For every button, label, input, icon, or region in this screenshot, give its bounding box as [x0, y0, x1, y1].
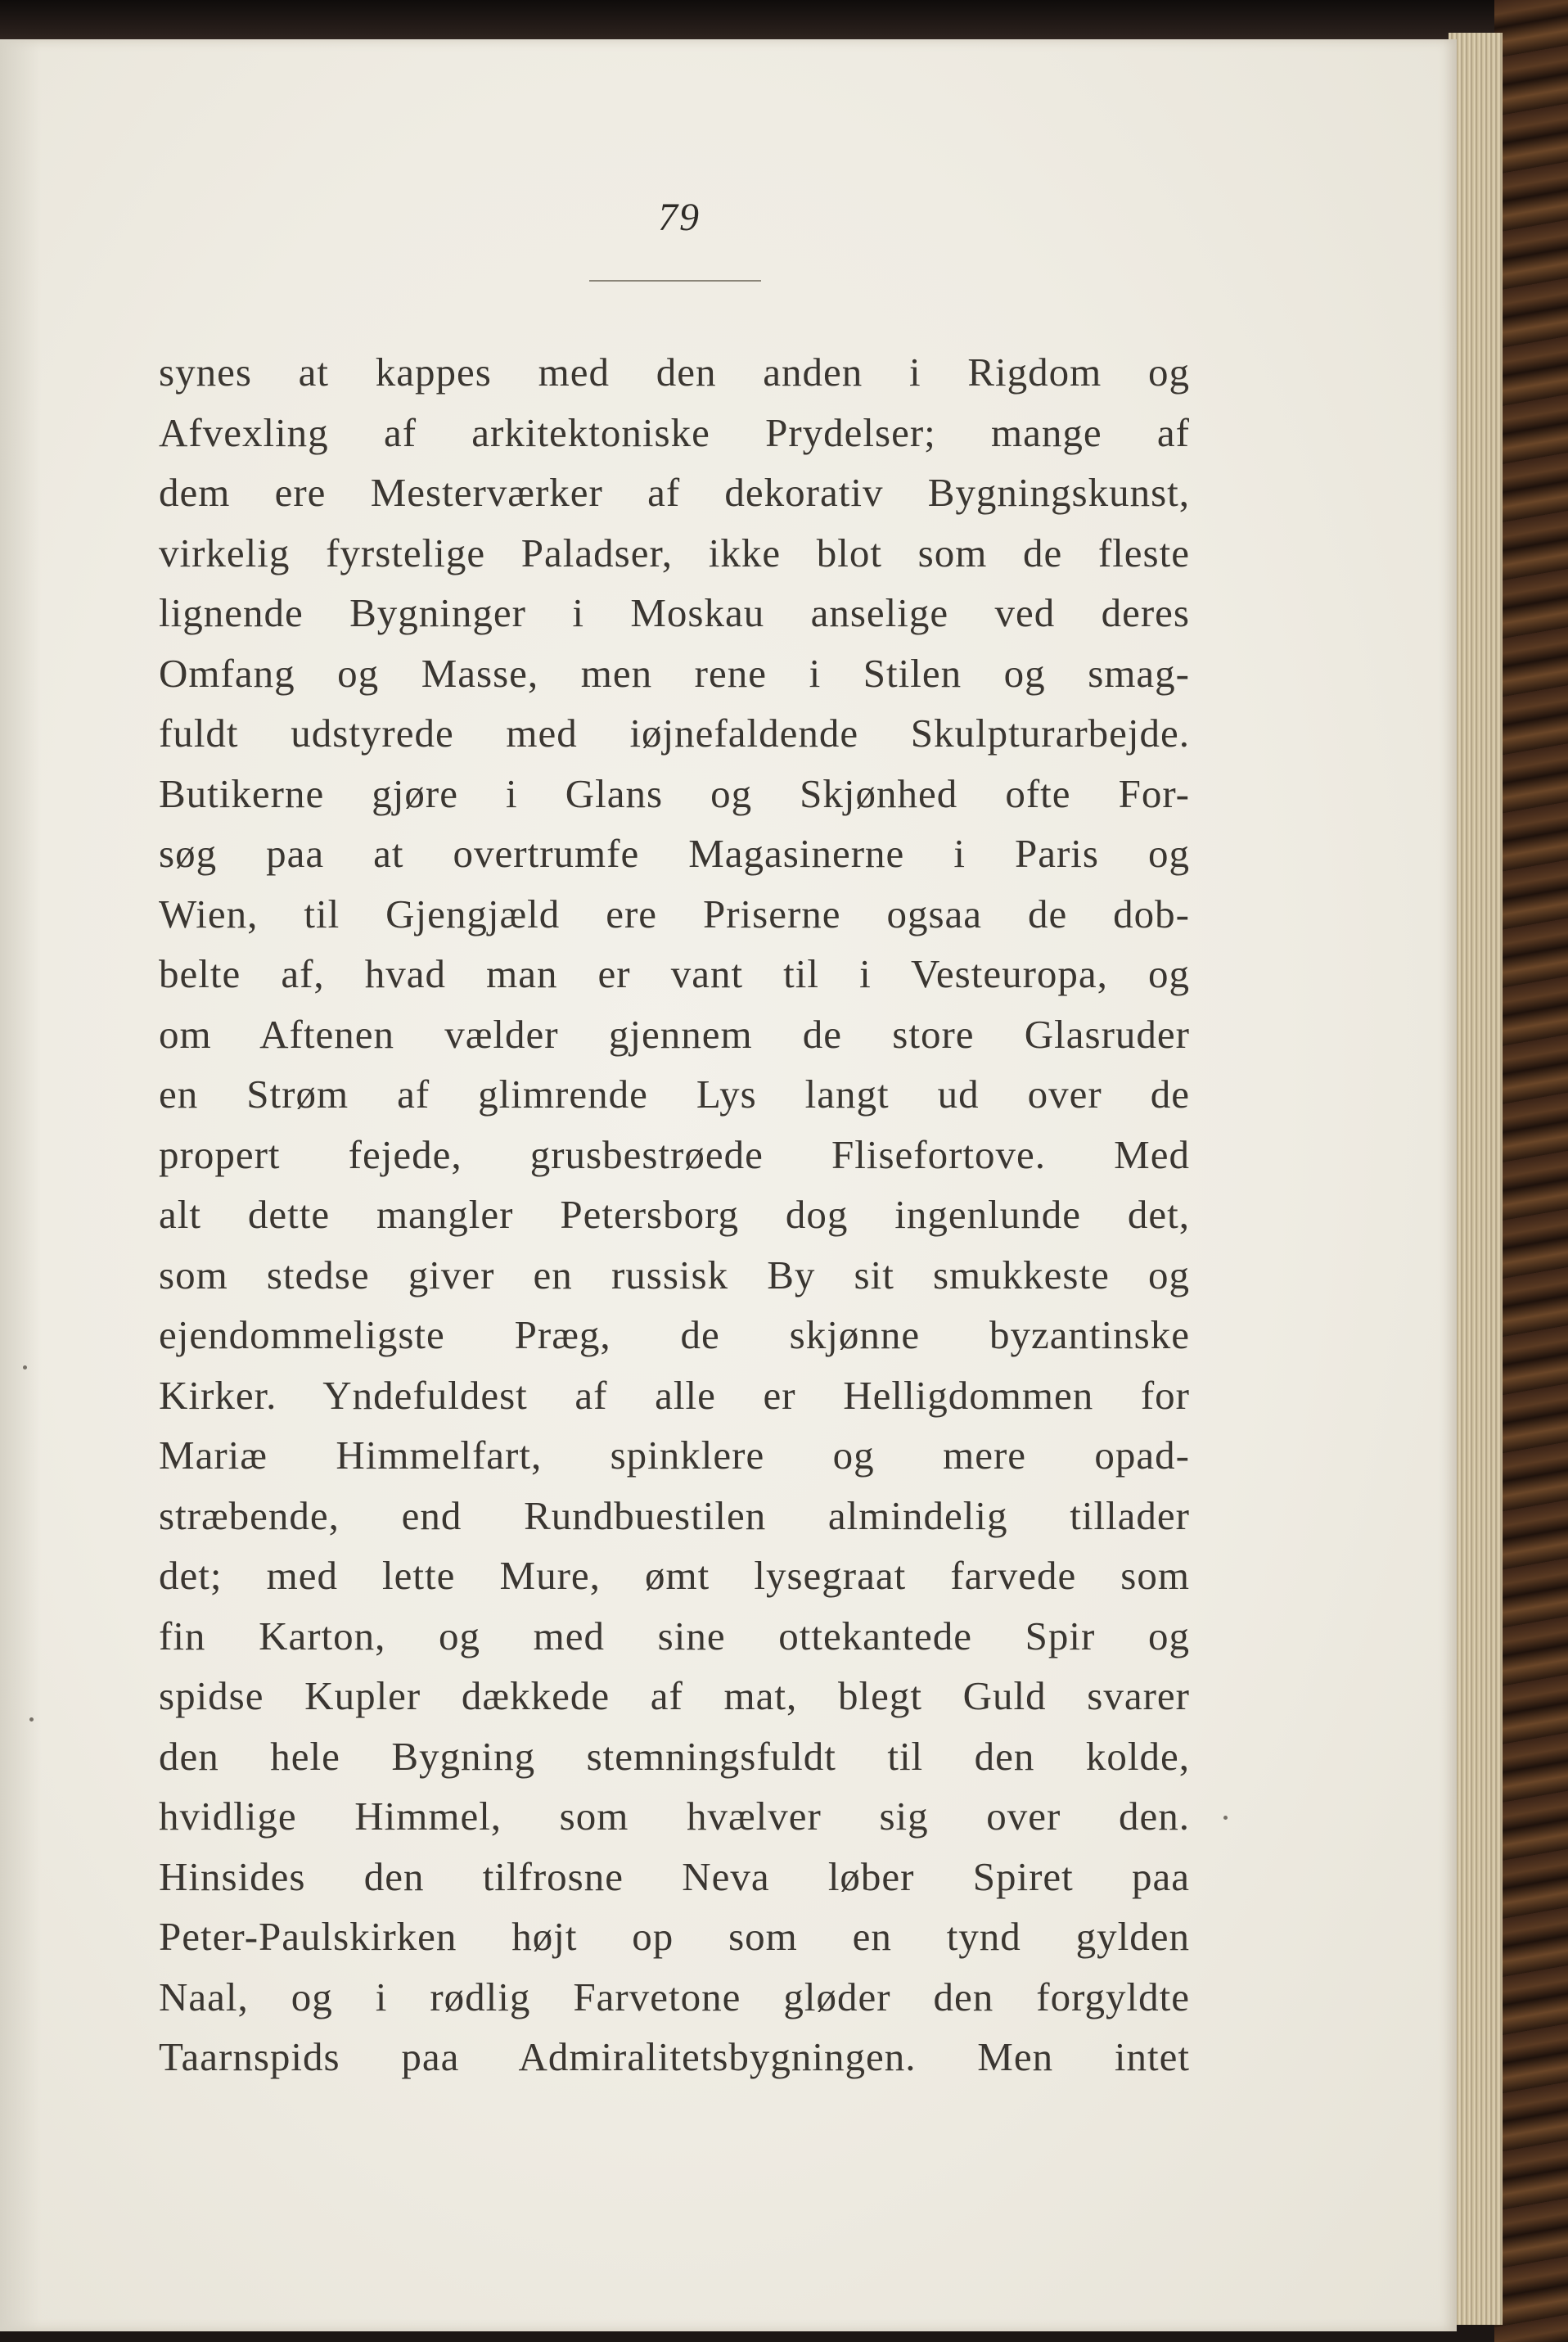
text-line: propert fejede, grusbestrøede Flisefortove. Med — [159, 1131, 1190, 1177]
text-line: Peter-Paulskirken højt op som en tynd gylden — [159, 1914, 1190, 1959]
text-line: fuldt udstyrede med iøjnefaldende Skulpturarbejde. — [159, 711, 1190, 756]
text-line: fin Karton, og med sine ottekantede Spir og — [159, 1613, 1190, 1658]
paper-speck — [29, 1717, 34, 1722]
paper-speck — [1223, 1816, 1228, 1820]
text-line: Kirker. Yndefuldest af alle er Helligdommen for — [159, 1372, 1190, 1418]
book-page — [0, 39, 1457, 2331]
book-cover-edge — [1494, 0, 1568, 2342]
text-line: Mariæ Himmelfart, spinklere og mere opad- — [159, 1433, 1190, 1478]
text-line: dem ere Mesterværker af dekorativ Bygningskunst, — [159, 470, 1190, 515]
text-line: virkelig fyrstelige Paladser, ikke blot som de fleste — [159, 530, 1190, 575]
text-line: belte af, hvad man er vant til i Vesteuropa, og — [159, 951, 1190, 996]
text-line: hvidlige Himmel, som hvælver sig over den. — [159, 1794, 1190, 1839]
text-line: om Aftenen vælder gjennem de store Glasruder — [159, 1011, 1190, 1057]
page-number-rule — [589, 280, 761, 282]
text-line: Butikerne gjøre i Glans og Skjønhed ofte For- — [159, 770, 1190, 816]
text-line: alt dette mangler Petersborg dog ingenlunde det, — [159, 1192, 1190, 1237]
text-line: det; med lette Mure, ømt lysegraat farvede som — [159, 1553, 1190, 1598]
text-line: Naal, og i rødlig Farvetone gløder den forgyldte — [159, 1974, 1190, 2019]
text-line: lignende Bygninger i Moskau anselige ved deres — [159, 590, 1190, 635]
text-line: synes at kappes med den anden i Rigdom og — [159, 350, 1190, 395]
text-line: Wien, til Gjengjæld ere Priserne ogsaa de dob- — [159, 891, 1190, 936]
text-line: den hele Bygning stemningsfuldt til den kolde, — [159, 1733, 1190, 1779]
text-line: ejendommeligste Præg, de skjønne byzantinske — [159, 1312, 1190, 1357]
text-line: Afvexling af arkitektoniske Prydelser; mange af — [159, 409, 1190, 455]
paper-speck — [23, 1365, 27, 1370]
text-line: Hinsides den tilfrosne Neva løber Spiret paa — [159, 1853, 1190, 1899]
text-line: Omfang og Masse, men rene i Stilen og smag- — [159, 650, 1190, 696]
text-line: spidse Kupler dækkede af mat, blegt Guld svarer — [159, 1673, 1190, 1718]
text-line: stræbende, end Rundbuestilen almindelig tillader — [159, 1492, 1190, 1538]
text-line: Taarnspids paa Admiralitetsbygningen. Men intet — [159, 2034, 1190, 2079]
gutter-shade — [0, 39, 41, 2331]
body-text — [159, 342, 1190, 2087]
text-line: en Strøm af glimrende Lys langt ud over de — [159, 1072, 1190, 1117]
text-line: søg paa at overtrumfe Magasinerne i Paris og — [159, 831, 1190, 876]
page-number: 79 — [658, 196, 701, 239]
text-line: som stedse giver en russisk By sit smukkeste og — [159, 1252, 1190, 1297]
